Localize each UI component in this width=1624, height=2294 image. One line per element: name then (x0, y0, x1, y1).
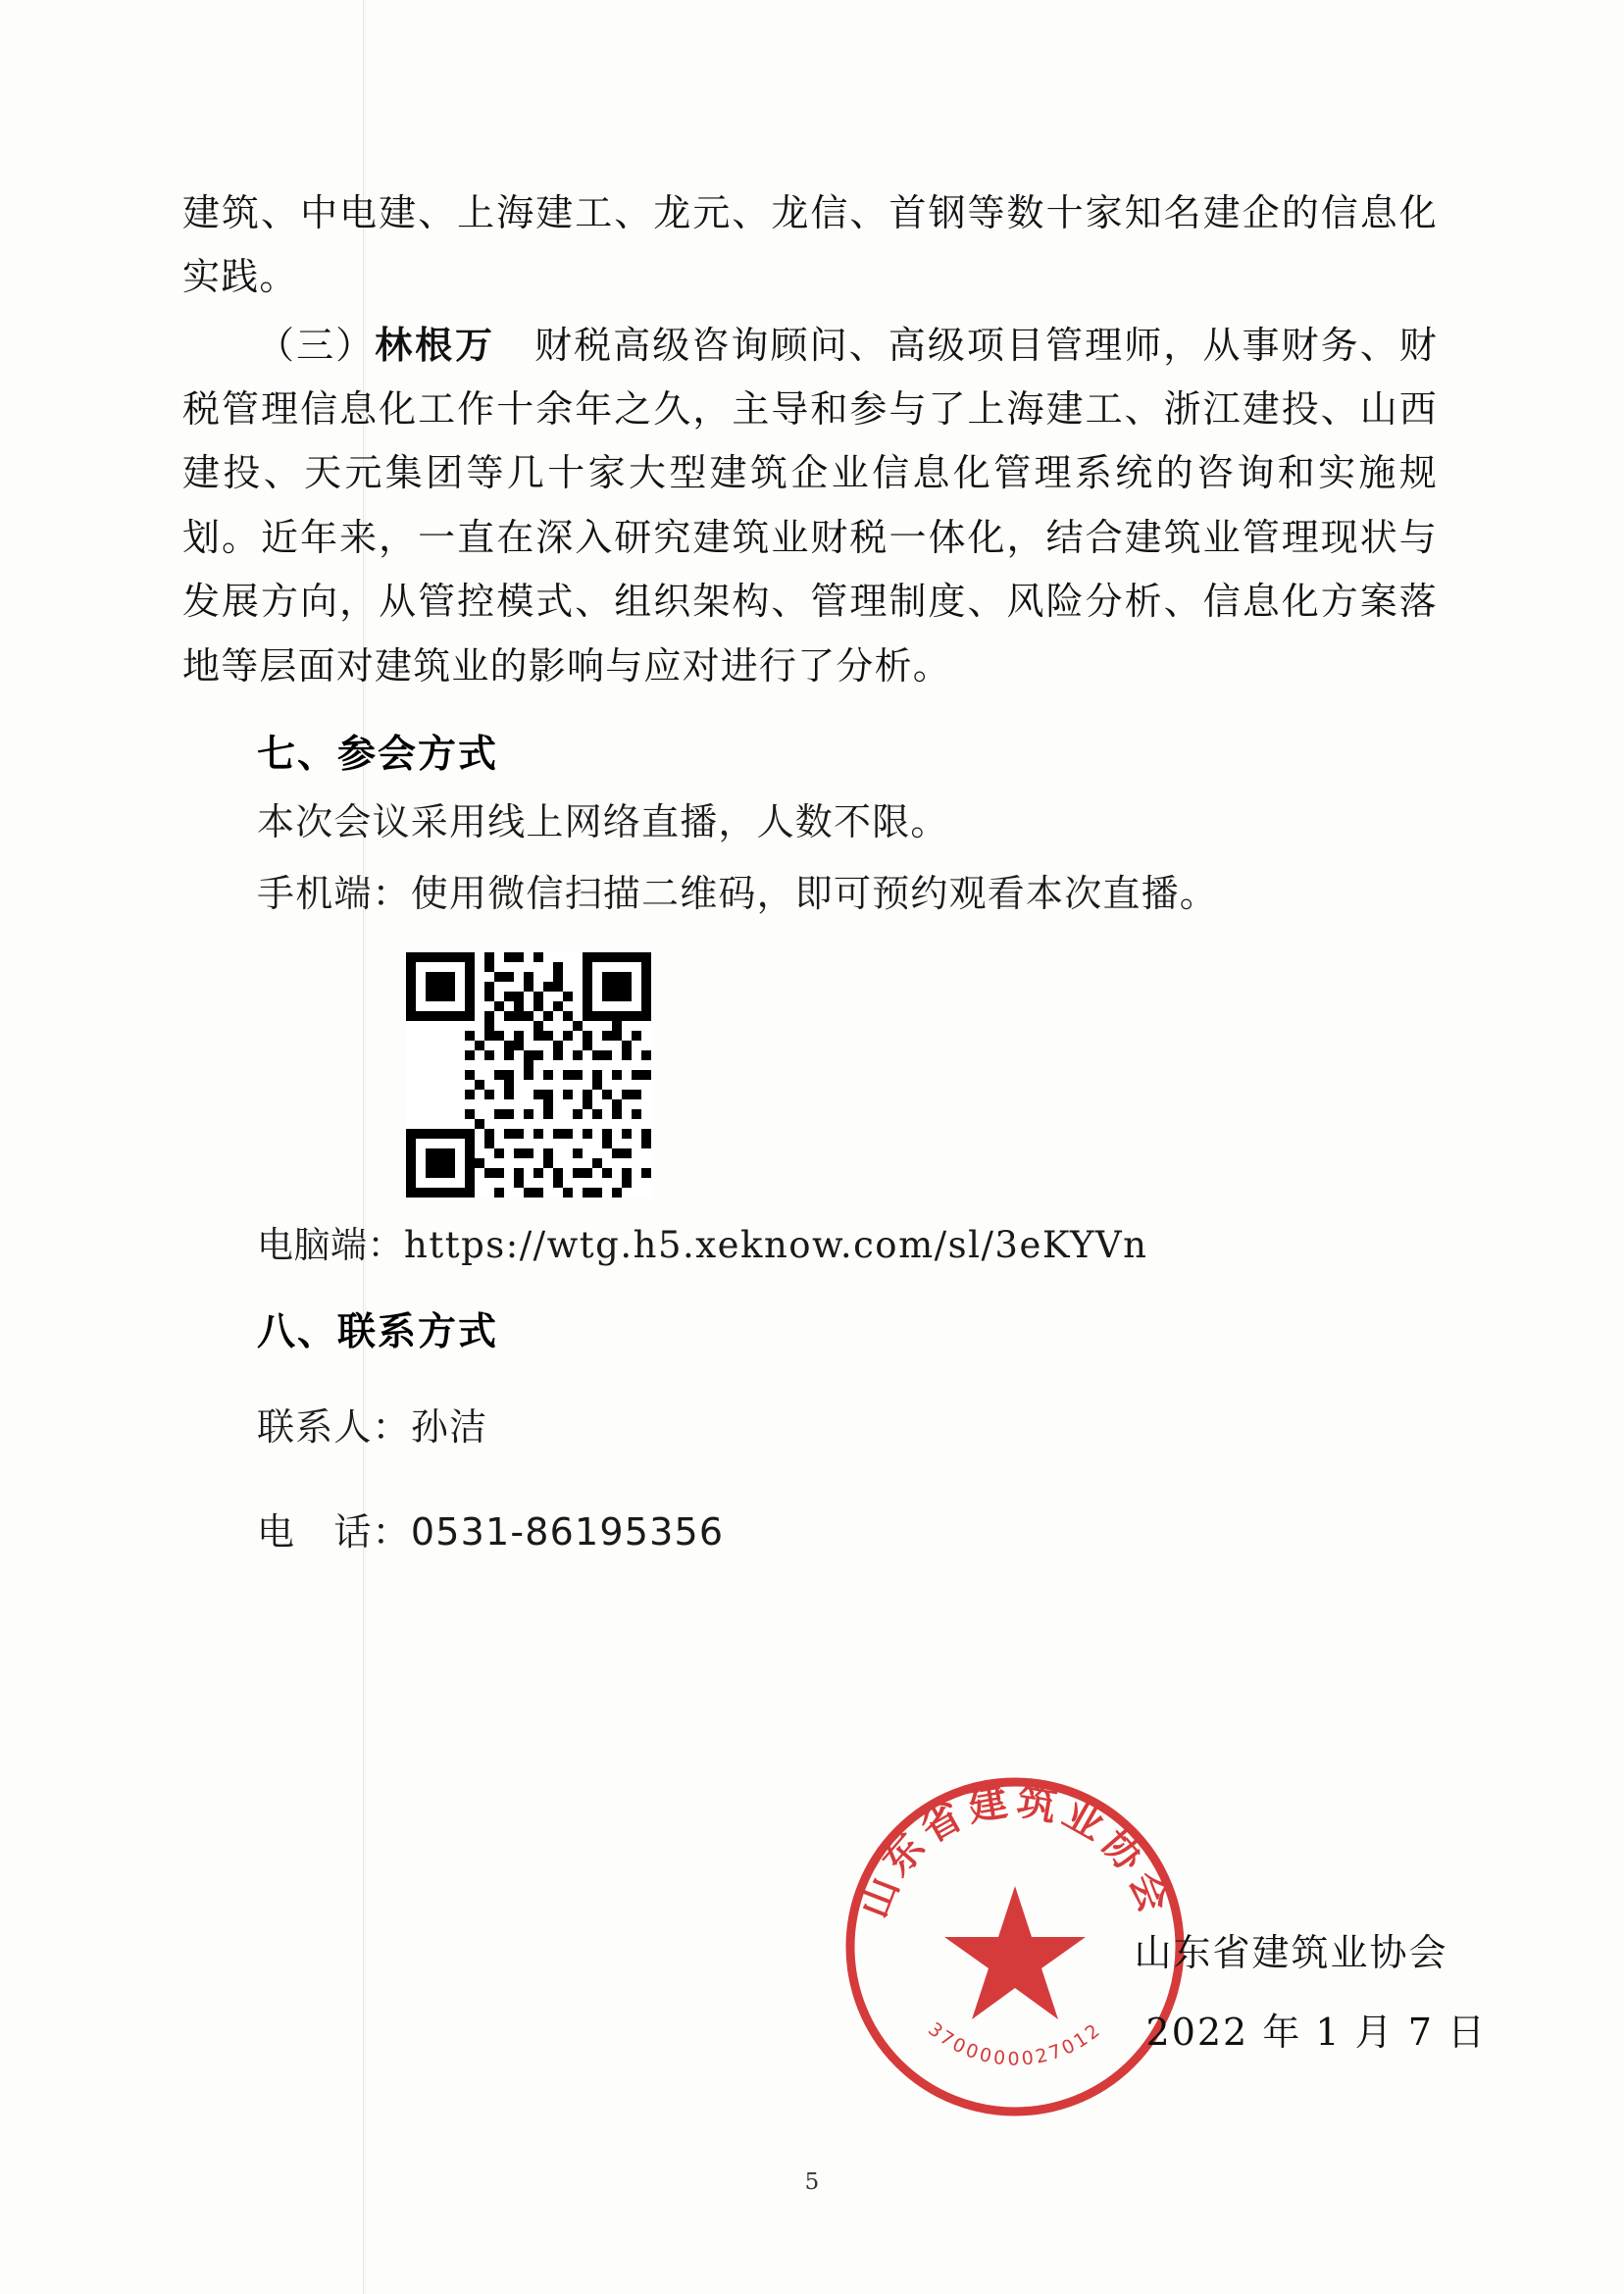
pc-access-label: 电脑端： (257, 1223, 404, 1266)
speaker-prefix: （三） (257, 323, 376, 367)
contact-phone-number: 0531-86195356 (410, 1509, 725, 1554)
document-body (182, 181, 1438, 1603)
contact-person-label: 联系人： (257, 1405, 411, 1450)
pc-access-line (182, 1215, 1438, 1277)
section-heading-eight: 八、联系方式 (257, 1310, 499, 1355)
contact-phone-line (182, 1499, 1438, 1565)
speaker-paragraph (182, 314, 1438, 698)
pc-access-url[interactable]: https://wtg.h5.xeknow.com/sl/3eKYVn (404, 1223, 1148, 1266)
section-heading-seven: 七、参会方式 (257, 732, 499, 777)
contact-person-name: 孙洁 (410, 1405, 488, 1450)
section-seven-line-1: 本次会议采用线上网络直播，人数不限。 (257, 799, 949, 843)
section-seven-line-2: 手机端：使用微信扫描二维码，即可预约观看本次直播。 (257, 872, 1219, 916)
contact-person-line (182, 1394, 1438, 1460)
svg-text:山东省建筑业协会: 山东省建筑业协会 (850, 1777, 1180, 1924)
page-number: 5 (804, 2169, 820, 2195)
paragraph-continued: 建筑、中电建、上海建工、龙元、龙信、首钢等数十家知名建企的信息化实践。 (182, 191, 1438, 299)
speaker-bio: 财税高级咨询顾问、高级项目管理师，从事财务、财税管理信息化工作十余年之久，主导和参与了上海建工、浙江建投、山西建投、天元集团等几十家大型建筑企业信息化管理系统的咨询和实施规划。近年来，一直在深入研究建筑业财税一体化，结合建筑业管理现状与发展方向，从管控模式、组织架构、管理制度、风险分析、信息化方案落地等层面对建筑业的影响与应对进行了分析。 (182, 323, 1438, 688)
signature-organization: 山东省建筑业协会 (1134, 1931, 1448, 1974)
contact-phone-label: 电 话： (257, 1509, 411, 1554)
speaker-name: 林根万 (375, 323, 495, 367)
svg-text:3700000027012: 3700000027012 (924, 2017, 1106, 2070)
signature-block (1135, 1922, 1487, 2056)
qr-code-block (182, 952, 1438, 1198)
qr-code-icon (406, 952, 651, 1198)
signature-date: 2022 年 1 月 7 日 (1145, 2011, 1487, 2054)
